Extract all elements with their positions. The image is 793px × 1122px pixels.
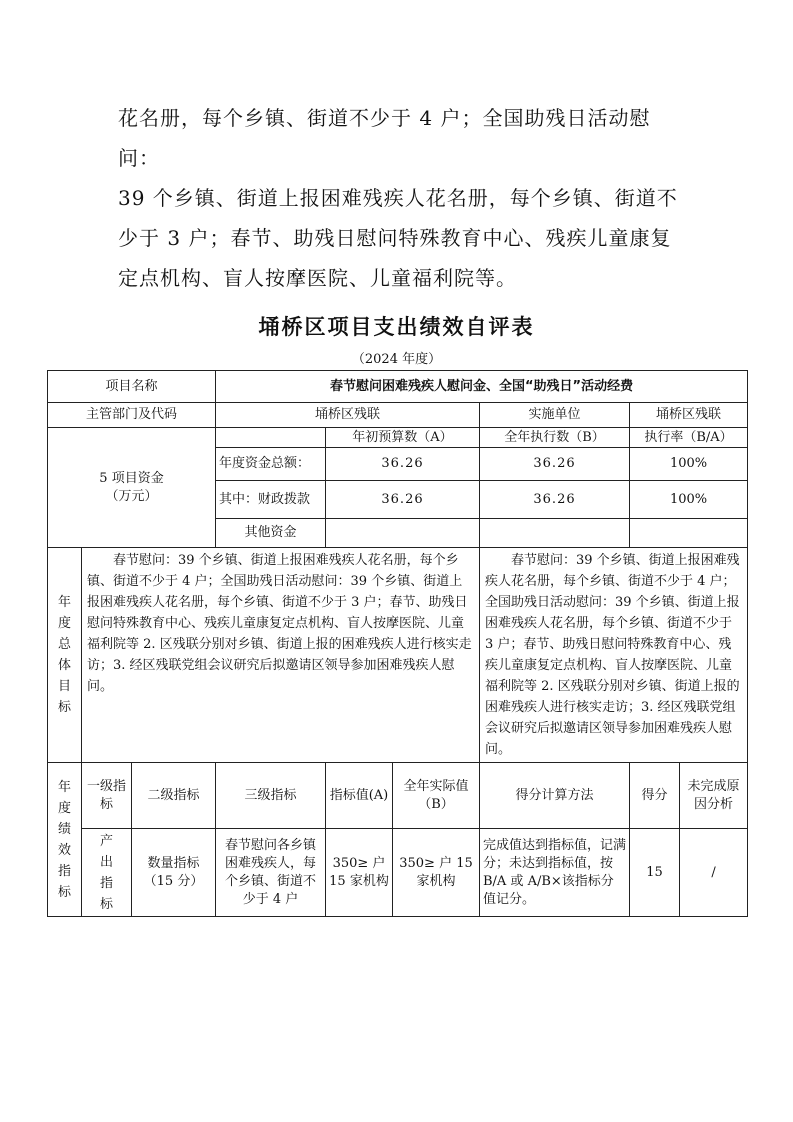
funds-budget-value — [326, 519, 480, 548]
impl-value: 埇桥区残联 — [630, 403, 748, 428]
col-exec-header: 全年执行数（B） — [480, 428, 630, 448]
funds-header-blank — [216, 428, 326, 448]
project-name-value: 春节慰问困难残疾人慰问金、全国“助残日”活动经费 — [216, 371, 748, 403]
funds-row-label: 其他资金 — [216, 519, 326, 548]
funds-rate-value: 100% — [630, 448, 748, 481]
impl-label: 实施单位 — [480, 403, 630, 428]
funds-budget-value: 36.26 — [326, 448, 480, 481]
funds-row-label: 其中：财政拨款 — [216, 481, 326, 519]
col-rate-header: 执行率（B/A） — [630, 428, 748, 448]
level1-cell — [82, 829, 132, 917]
project-name-label: 项目名称 — [48, 371, 216, 403]
level3-header: 三级指标 — [216, 763, 326, 829]
goal-label — [48, 548, 82, 763]
funds-exec-value — [480, 519, 630, 548]
level3-cell: 春节慰问各乡镇困难残疾人，每个乡镇、街道不少于 4 户 — [216, 829, 326, 917]
intro-line-2: 39 个乡镇、街道上报困难残疾人花名册，每个乡镇、街道不 — [118, 186, 678, 210]
score-cell: 15 — [630, 829, 680, 917]
goal-label-text: 年度总体目标 — [57, 595, 71, 715]
funds-label-line-1: 5 项目资金 — [99, 470, 164, 486]
funds-row-label: 年度资金总额： — [216, 448, 326, 481]
indicator-header-row — [48, 763, 748, 829]
target-cell: 350≥ 户 15 家机构 — [326, 829, 393, 917]
document-title: 埇桥区项目支出绩效自评表 — [258, 315, 535, 339]
level2-header: 二级指标 — [132, 763, 216, 829]
self-evaluation-table — [47, 370, 748, 917]
actual-header: 全年实际值（B） — [393, 763, 480, 829]
target-header: 指标值(A) — [326, 763, 393, 829]
level1-header: 一级指标 — [82, 763, 132, 829]
funds-budget-value: 36.26 — [326, 481, 480, 519]
level1-text: 产出指标 — [99, 833, 113, 912]
intro-paragraph — [118, 98, 688, 298]
method-header: 得分计算方法 — [480, 763, 630, 829]
goal-row — [48, 548, 748, 763]
funds-exec-value: 36.26 — [480, 448, 630, 481]
dept-label: 主管部门及代码 — [48, 403, 216, 428]
dept-row — [48, 403, 748, 428]
dept-value: 埇桥区残联 — [216, 403, 480, 428]
funds-header-row — [48, 428, 748, 448]
project-name-row — [48, 371, 748, 403]
indicator-row — [48, 829, 748, 917]
intro-line-3: 少于 3 户；春节、助残日慰问特殊教育中心、残疾儿童康复 — [118, 226, 672, 250]
funds-rate-value — [630, 519, 748, 548]
funds-label-line-2: （万元） — [105, 488, 158, 504]
reason-header: 未完成原因分析 — [680, 763, 748, 829]
intro-line-4: 定点机构、盲人按摩医院、儿童福利院等。 — [118, 266, 517, 290]
perf-label — [48, 763, 82, 917]
goal-actual-text: 春节慰问：39 个乡镇、街道上报困难残疾人花名册，每个乡镇、街道不少于 4 户；全国助残日活动慰问：39 个乡镇、街道上报困难残疾人花名册，每个乡镇、街道不少于 3 户；春节、助残日慰问特殊教育中心、残疾儿童康复定点机构、盲人按摩医院、儿童福利院等 2. 区残联分别对乡镇、街道上报的困难残疾人进行核实走访；3. 经区残联党组会议研究后拟邀请区领导参加困难残疾人慰问。 — [480, 548, 748, 763]
reason-cell: / — [680, 829, 748, 917]
goal-planned-text: 春节慰问：39 个乡镇、街道上报困难残疾人花名册，每个乡镇、街道不少于 4 户；全国助残日活动慰问：39 个乡镇、街道上报困难残疾人花名册，每个乡镇、街道不少于 3 户；春节、助残日慰问特殊教育中心、残疾儿童康复定点机构、盲人按摩医院、儿童福利院等 2. 区残联分别对乡镇、街道上报的困难残疾人进行核实走访；3. 经区残联党组会议研究后拟邀请区领导参加困难残疾人慰问。 — [82, 548, 480, 763]
level2-cell: 数量指标（15 分） — [132, 829, 216, 917]
actual-cell: 350≥ 户 15 家机构 — [393, 829, 480, 917]
perf-label-text: 年度绩效指标 — [57, 779, 71, 900]
funds-exec-value: 36.26 — [480, 481, 630, 519]
method-cell: 完成值达到指标值，记满分；未达到指标值，按 B/A 或 A/B×该指标分值记分。 — [480, 829, 630, 917]
funds-rate-value: 100% — [630, 481, 748, 519]
col-budget-header: 年初预算数（A） — [326, 428, 480, 448]
score-header: 得分 — [630, 763, 680, 829]
year-subtitle: （2024 年度） — [351, 352, 442, 367]
intro-line-1: 花名册，每个乡镇、街道不少于 4 户；全国助残日活动慰问： — [118, 106, 651, 170]
funds-label — [48, 428, 216, 548]
